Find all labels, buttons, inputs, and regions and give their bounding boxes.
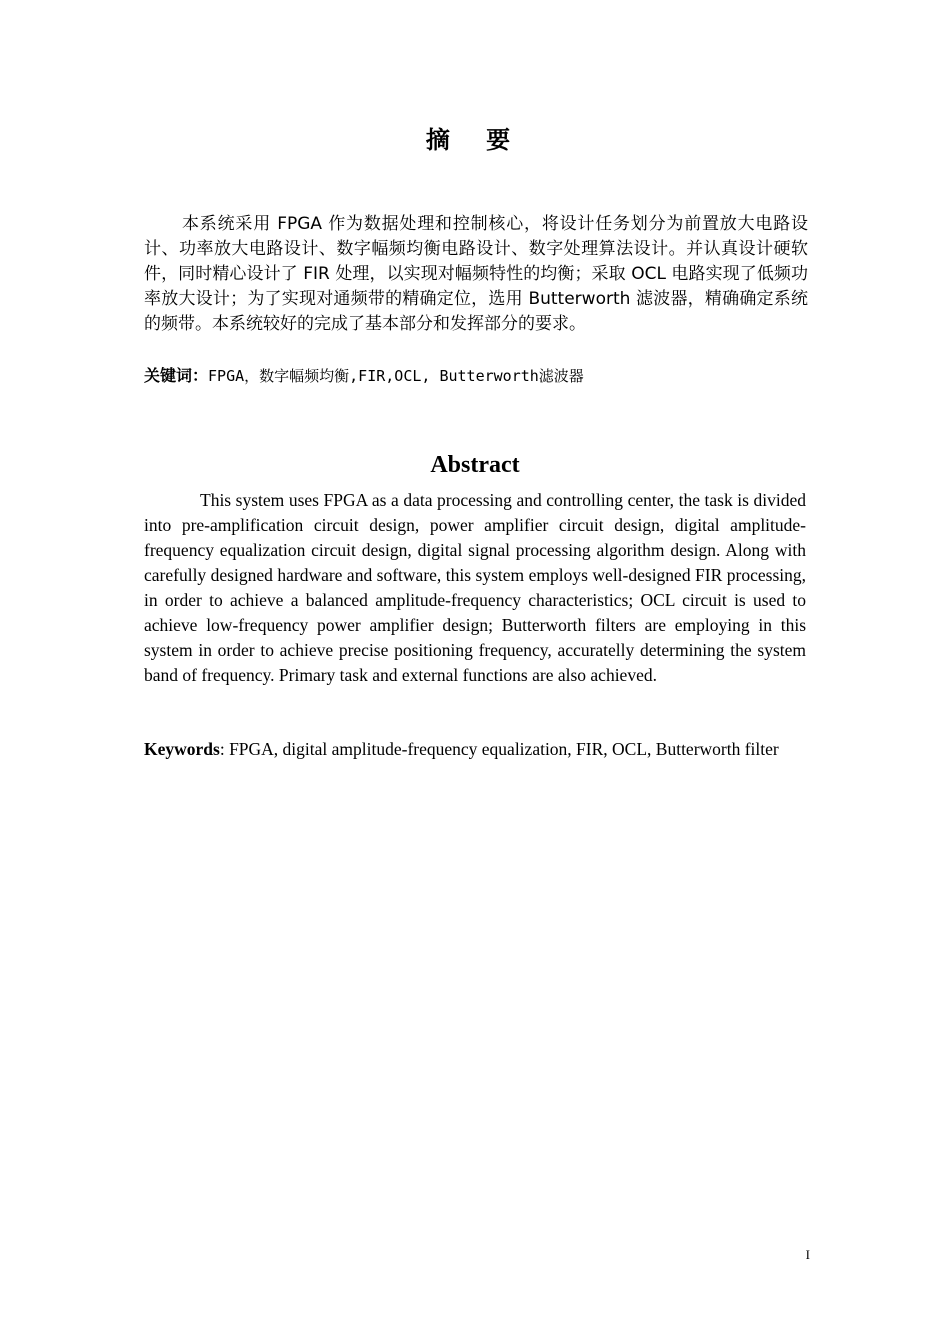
chinese-keywords (144, 364, 808, 389)
page-number: I (805, 1247, 810, 1262)
english-keywords-value: : FPGA, digital amplitude-frequency equalization, FIR, OCL, Butterworth filter (219, 739, 779, 759)
chinese-keywords-value: FPGA，数字幅频均衡,FIR,OCL, Butterworth滤波器 (208, 367, 584, 385)
english-keywords (144, 737, 806, 762)
english-keywords-label: Keywords (144, 739, 220, 759)
chinese-abstract-body: 本系统采用 FPGA 作为数据处理和控制核心，将设计任务划分为前置放大电路设计、功率放大电路设计、数字幅频均衡电路设计、数字处理算法设计。并认真设计硬软件，同时精心设计了 FIR 处理，以实现对幅频特性的均衡；采取 OCL 电路实现了低频功率放大设计；为了实现对通频带的精确定位，选用 Butterworth 滤波器，精确确定系统的频带。本系统较好的完成了基本部分和发挥部分的要求。 (144, 214, 808, 334)
chinese-keywords-label: 关键词： (144, 366, 209, 385)
english-abstract-body: This system uses FPGA as a data processing and controlling center, the task is divided into pre-amplification circuit design, power amplifier circuit design, digital amplitude-frequency equalization circuit design, digital signal processing algorithm design. Along with carefully designed hardware and software, this system employs well-designed FIR processing, in order to achieve a balanced amplitude-frequency characteristics; OCL circuit is used to achieve low-frequency power amplifier design; Butterworth filters are employing in this system in order to achieve precise positioning frequency, accuratelly determining the system band of frequency. Primary task and external functions are also achieved. (144, 490, 806, 685)
chinese-abstract-title: 摘 要 (425, 126, 525, 154)
english-abstract-title: Abstract (430, 452, 520, 478)
